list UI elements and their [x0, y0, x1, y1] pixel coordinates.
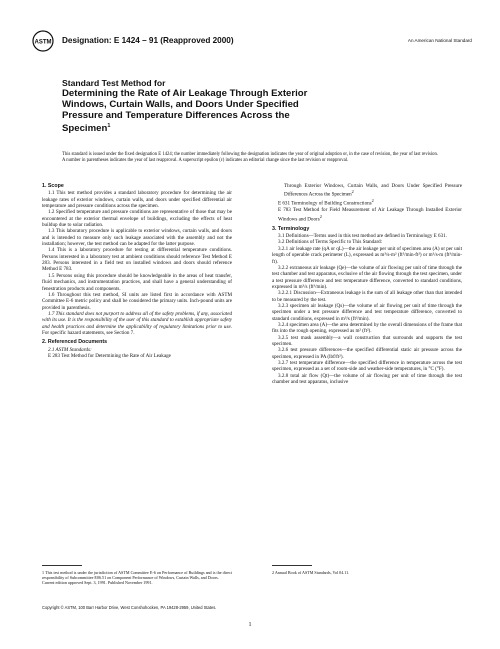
para-1-1: 1.1 This test method provides a standard laboratory procedure for determining the air leakage rates of exterior windows, curtain walls, and doors under specified differential air temperature and pressure conditions across the specimen. [42, 190, 232, 210]
reference-e783: E 783 Test Method for Field Measurement of Air Leakage Through Installed Exterior Windows and Doors$^2$ [278, 207, 462, 223]
astm-logo-icon [32, 30, 54, 52]
title-line-2: Determining the Rate of Air Leakage Through Exterior [62, 88, 308, 99]
para-1-6: 1.6 Throughout this test method, SI units are listed first in accordance with ASTM Committee E-6 metric policy and shall be considered the primary units. Inch-pound units are provided in parenthesis. [42, 291, 232, 311]
reference-e283-cont: Through Exterior Windows, Curtain Walls, and Doors Under Specified Pressure Differences Across the Specimen$^2$ [284, 183, 462, 199]
para-2-1: 2.1 ASTM Standards: [48, 346, 92, 353]
footnote-1-edition: Current edition approved Sept. 3, 1991. Published November 1991. [42, 580, 153, 586]
para-3-2-2-1: 3.2.2.1 Discussion—Extraneous leakage is the sum of all leakage other than that intended to be measured by the test. [272, 290, 462, 303]
title-footnote-mark: 1 [107, 123, 111, 129]
para-3-2-5: 3.2.5 test mask assembly—a wall construction that surrounds and supports the test specimen. [272, 334, 462, 347]
para-1-5: 1.5 Persons using this procedure should be knowledgeable in the areas of heat transfer, fluid mechanics, and instrumentation practices, and shall have a general understanding of fenestration products and components. [42, 272, 232, 292]
document-header [32, 30, 472, 52]
title-line-3: Windows, Curtain Walls, and Doors Under Specified [62, 99, 299, 110]
para-3-2-2: 3.2.2 extraneous air leakage (Qe)—the volume of air flowing per unit of time through the test chamber and test apparatus, exclusive of the air flowing through the test specimen, under a test pressure difference and test temperature difference, converted to standard conditions, expressed in m³/s (ft³/min). [272, 264, 462, 290]
para-3-2-6: 3.2.6 test pressure differences—the specified differential static air pressure across the specimen, expressed in PA (lbf/ft²). [272, 347, 462, 360]
issuance-note: This standard is issued under the fixed designation E 1424; the number immediately following the designation indicates the year of original adoption or, in the case of revision, the year of last revision. A number in parentheses indicates the year of last reapproval. A superscript epsilon (ε) indicates an editorial change since the last revision or reapproval. [62, 152, 438, 163]
para-3-2-7: 3.2.7 test temperature difference—the specified difference in temperature across the test specimen, expressed as a set of room-side and weather-side temperatures, in °C (°F). [272, 360, 462, 373]
section-3-heading: 3. Terminology [272, 225, 310, 232]
para-3-2: 3.2 Definitions of Terms Specific to This Standard: [278, 239, 383, 246]
title-line-4: Pressure and Temperature Differences Across the [62, 110, 290, 121]
para-3-1: 3.1 Definitions—Terms used in this test method are defined in Terminology E 631. [278, 233, 447, 240]
para-3-2-4: 3.2.4 specimen area (A)—the area determined by the overall dimensions of the frame that fits into the rough opening, expressed as m² (ft²). [272, 321, 462, 335]
para-3-2-8: 3.2.8 total air flow (Qt)—the volume of air flowing per unit of time through the test chamber and test apparatus, inclusive [272, 372, 462, 386]
para-1-2: 1.2 Specified temperature and pressure conditions are representative of those that may be encountered at the exterior thermal envelope of buildings, excluding the effects of heat buildup due to solar radiation. [42, 209, 232, 229]
copyright: Copyright © ASTM, 100 Barr Harbor Drive, West Conshohocken, PA 19428-2959, United States. [42, 605, 217, 610]
footnote-rule-right [272, 565, 312, 566]
designation: Designation: E 1424 – 91 (Reapproved 2000) [62, 36, 234, 45]
section-2-heading: 2. Referenced Documents [42, 339, 108, 346]
reference-e631: E 631 Terminology of Building Constructions$^2$ [278, 198, 374, 208]
title-line-5: Specimen$^1$ [62, 123, 111, 135]
left-column [42, 183, 232, 359]
reference-e283: E 283 Test Method for Determining the Rate of Air Leakage [48, 352, 171, 359]
page-number: 1 [248, 622, 252, 628]
footnote-1: 1 This test method is under the jurisdiction of ASTM Committee E-6 on Performance of Buildings and is the direct responsibility of Subcommittee E06.51 on Component Performance of Windows, Curtain Walls, and Doors. [42, 570, 232, 581]
footnote-rule-left [42, 565, 82, 566]
footnotes-left [42, 570, 232, 586]
para-1-4: 1.4 This is a laboratory procedure for testing at differential temperature conditions. Persons interested in a laboratory test at ambient conditions should reference Test Method E 283. Persons interested in a field test on installed windows and doors should reference Method E 783. [42, 247, 232, 273]
title-block [62, 78, 362, 134]
section-1-heading: 1. Scope [42, 183, 64, 189]
para-1-3: 1.3 This laboratory procedure is applicable to exterior windows, curtain walls, and doors and is intended to measure only such leakage associated with the assembly and not the installation; however, the test method can be adapted for the latter purpose. [42, 228, 232, 248]
logo-text: ASTM [34, 39, 52, 46]
para-3-2-3: 3.2.3 specimen air leakage (Qs)—the volume of air flowing per unit of time through the specimen under a test pressure difference and test temperature difference, converted to standard conditions, expressed in m³/s (ft³/min). [272, 302, 462, 322]
para-1-7: 1.7 This standard does not purport to address all of the safety problems, if any, associated with its use. It is the responsibility of the user of this standard to establish appropriate safety and health practices and determine the applicability of regulatory limitations prior to use. For specific hazard statements, see Section 7. [42, 310, 232, 336]
footnote-2: 2 Annual Book of ASTM Standards, Vol 04.11. [272, 570, 350, 575]
title-line-1: Standard Test Method for [62, 78, 166, 88]
right-column [272, 183, 462, 385]
para-3-2-1: 3.2.1 air leakage rate (qA or qL)—the air leakage per unit of specimen area (A) or per unit length of operable crack perimeter (L), expressed as m³/s-m² (ft³/min-ft²) or m³/s-m (ft³/min-ft). [272, 245, 463, 265]
standard-org: An American National Standard [407, 38, 472, 43]
